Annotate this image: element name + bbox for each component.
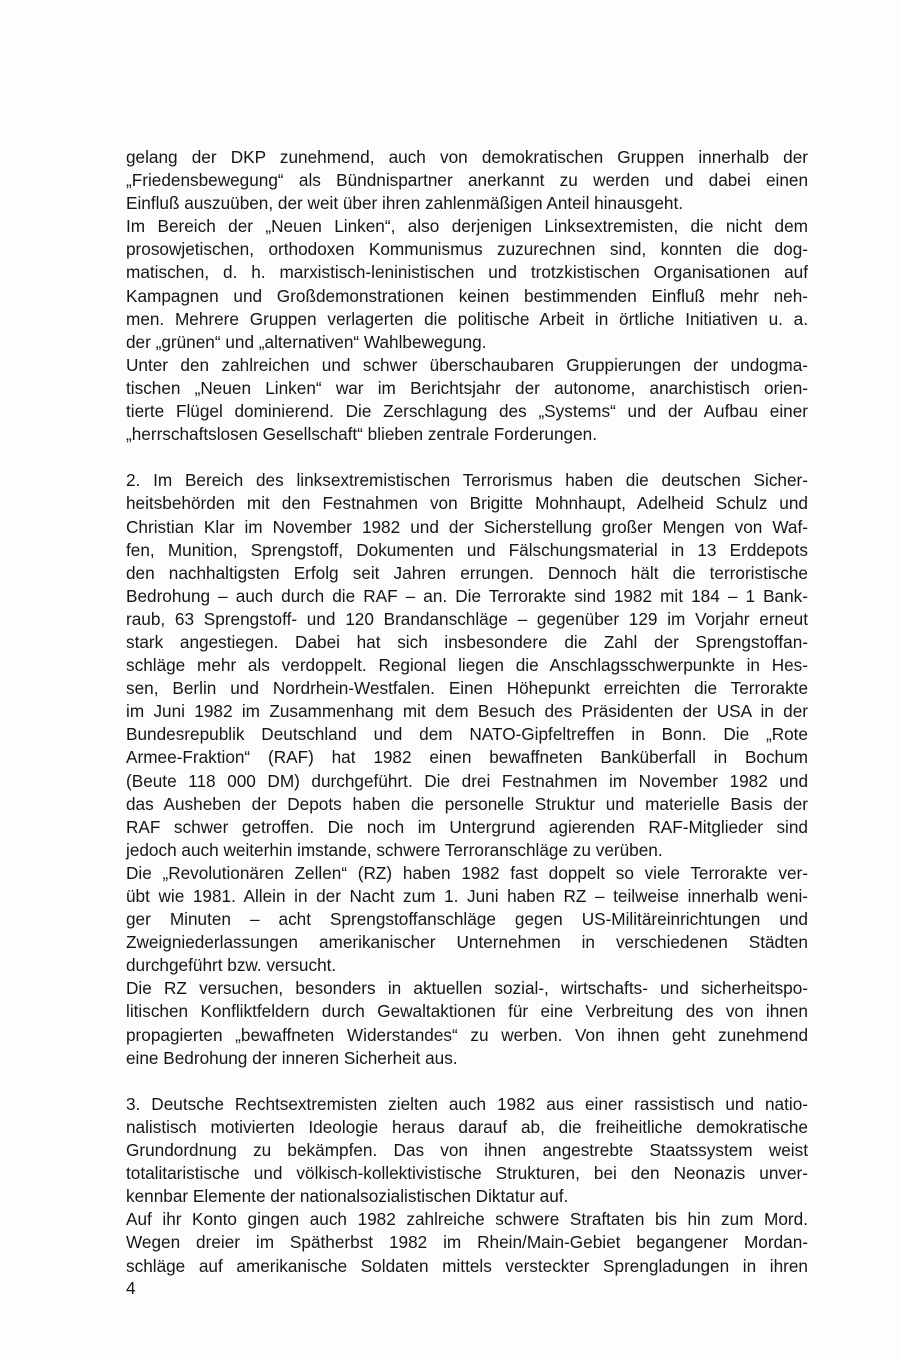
text-line: prosowjetischen, orthodoxen Kommunismus zuzurechnen sind, konnten die dog- bbox=[126, 239, 808, 260]
text-line: sen, Berlin und Nordrhein-Westfalen. Einen Höhepunkt erreichten die Terrorakte bbox=[126, 678, 808, 699]
paragraph bbox=[126, 215, 808, 354]
text-line: fen, Munition, Sprengstoff, Dokumenten und Fälschungsmaterial in 13 Erddepots bbox=[126, 539, 808, 560]
text-line: Unter den zahlreichen und schwer überschaubaren Gruppierungen der undogma- bbox=[126, 354, 808, 375]
text-line: „herrschaftslosen Gesellschaft“ blieben zentrale Forderungen. bbox=[126, 424, 597, 445]
text-line: Bundesrepublik Deutschland und dem NATO-Gipfeltreffen in Bonn. Die „Rote bbox=[126, 724, 808, 745]
text-line: heitsbehörden mit den Festnahmen von Brigitte Mohnhaupt, Adelheid Schulz und bbox=[126, 493, 808, 514]
text-line: gelang der DKP zunehmend, auch von demokratischen Gruppen innerhalb der bbox=[126, 147, 808, 167]
text-line: 2. Im Bereich des linksextremistischen Terrorismus haben die deutschen Sicher- bbox=[126, 470, 808, 491]
text-line: „Friedensbewegung“ als Bündnispartner anerkannt zu werden und dabei einen bbox=[126, 170, 808, 191]
text-line: kennbar Elemente der nationalsozialistischen Diktatur auf. bbox=[126, 1186, 569, 1207]
text-line: propagierten „bewaffneten Widerstandes“ zu werben. Von ihnen geht zunehmend bbox=[126, 1024, 808, 1045]
text-line: Zweigniederlassungen amerikanischer Unternehmen in verschiedenen Städten bbox=[126, 932, 808, 953]
text-line: Auf ihr Konto gingen auch 1982 zahlreiche schwere Straftaten bis hin zum Mord. bbox=[126, 1209, 808, 1230]
text-line: Wegen dreier im Spätherbst 1982 im Rhein/Main-Gebiet begangener Mordan- bbox=[126, 1232, 808, 1253]
text-line: RAF schwer getroffen. Die noch im Untergrund agierenden RAF-Mitglieder sind bbox=[126, 816, 808, 837]
text-line: tischen „Neuen Linken“ war im Berichtsjahr der autonome, anarchistisch orien- bbox=[126, 377, 808, 398]
text-line: Grundordnung zu bekämpfen. Das von ihnen angestrebte Staatssystem weist bbox=[126, 1140, 808, 1161]
paragraph bbox=[126, 1093, 808, 1208]
text-line: men. Mehrere Gruppen verlagerten die politische Arbeit in örtliche Initiativen u. a. bbox=[126, 308, 808, 329]
text-line: matischen, d. h. marxistisch-leninistischen und trotzkistischen Organisationen auf bbox=[126, 262, 808, 283]
paragraph bbox=[126, 354, 808, 446]
text-line: Kampagnen und Großdemonstrationen keinen bestimmenden Einfluß mehr neh- bbox=[126, 285, 808, 306]
text-line: Bedrohung – auch durch die RAF – an. Die Terrorakte sind 1982 mit 184 – 1 Bank- bbox=[126, 585, 808, 606]
document-body bbox=[126, 146, 808, 1278]
section-gap bbox=[126, 446, 808, 469]
text-line: der „grünen“ und „alternativen“ Wahlbewegung. bbox=[126, 331, 487, 352]
text-line: Armee-Fraktion“ (RAF) hat 1982 einen bewaffneten Banküberfall in Bochum bbox=[126, 747, 808, 768]
text-line: nalistisch motivierten Ideologie heraus darauf ab, die freiheitliche demokratische bbox=[126, 1116, 808, 1137]
text-line: schläge mehr als verdoppelt. Regional liegen die Anschlagsschwerpunkte in Hes- bbox=[126, 655, 808, 676]
paragraph bbox=[126, 1208, 808, 1277]
text-line: 3. Deutsche Rechtsextremisten zielten auch 1982 aus einer rassistisch und natio- bbox=[126, 1093, 808, 1114]
section-gap bbox=[126, 1070, 808, 1093]
text-line: raub, 63 Sprengstoff- und 120 Brandanschläge – gegenüber 129 im Vorjahr erneut bbox=[126, 608, 808, 629]
text-line: Einfluß auszuüben, der weit über ihren zahlenmäßigen Anteil hinausgeht. bbox=[126, 193, 684, 214]
text-line: den nachhaltigsten Erfolg seit Jahren errungen. Dennoch hält die terroristische bbox=[126, 562, 808, 583]
text-line: übt wie 1981. Allein in der Nacht zum 1. Juni haben RZ – teilweise innerhalb weni- bbox=[126, 886, 808, 906]
text-line: Die „Revolutionären Zellen“ (RZ) haben 1982 fast doppelt so viele Terrorakte ver- bbox=[126, 862, 808, 883]
text-line: Im Bereich der „Neuen Linken“, also derjenigen Linksextremisten, die nicht dem bbox=[126, 216, 808, 237]
text-line: totalitaristische und völkisch-kollektivistische Strukturen, bei den Neonazis unver- bbox=[126, 1163, 808, 1184]
paragraph bbox=[126, 977, 808, 1069]
text-line: das Ausheben der Depots haben die personelle Struktur und materielle Basis der bbox=[126, 793, 808, 814]
page-number: 4 bbox=[126, 1278, 136, 1298]
text-line: Christian Klar im November 1982 und der Sicherstellung großer Mengen von Waf- bbox=[126, 516, 808, 537]
paragraph bbox=[126, 146, 808, 215]
paragraph bbox=[126, 862, 808, 977]
text-line: eine Bedrohung der inneren Sicherheit aus. bbox=[126, 1047, 458, 1068]
text-line: tierte Flügel dominierend. Die Zerschlagung des „Systems“ und der Aufbau einer bbox=[126, 401, 808, 422]
text-line: (Beute 118 000 DM) durchgeführt. Die drei Festnahmen im November 1982 und bbox=[126, 770, 808, 791]
text-line: durchgeführt bzw. versucht. bbox=[126, 955, 337, 976]
text-line: ger Minuten – acht Sprengstoffanschläge gegen US-Militäreinrichtungen und bbox=[126, 909, 808, 930]
paragraph bbox=[126, 469, 808, 862]
text-line: schläge auf amerikanische Soldaten mittels versteckter Sprengladungen in ihren bbox=[126, 1255, 808, 1276]
text-line: Die RZ versuchen, besonders in aktuellen sozial-, wirtschafts- und sicherheitspo- bbox=[126, 978, 808, 999]
text-line: jedoch auch weiterhin imstande, schwere Terroranschläge zu verüben. bbox=[126, 839, 663, 860]
text-line: stark angestiegen. Dabei hat sich insbesondere die Zahl der Sprengstoffan- bbox=[126, 631, 808, 652]
text-line: im Juni 1982 im Zusammenhang mit dem Besuch des Präsidenten der USA in der bbox=[126, 701, 808, 722]
text-line: litischen Konfliktfeldern durch Gewaltaktionen für eine Verbreitung des von ihnen bbox=[126, 1001, 808, 1022]
